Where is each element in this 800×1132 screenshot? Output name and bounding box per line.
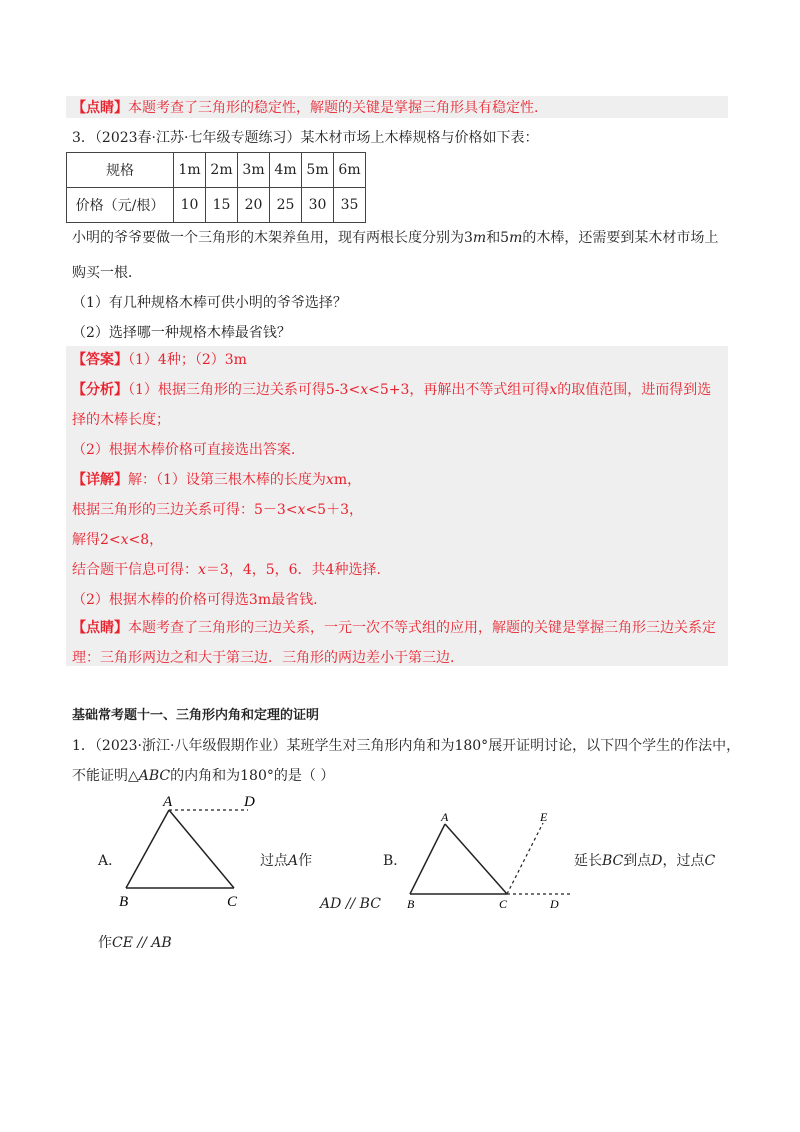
text-run: 到点: [623, 853, 652, 869]
text-run: <5+3，再解出不等式组可得: [368, 382, 550, 398]
text-run: 展开证明讨论，以下四个学生的作法中，: [488, 738, 741, 754]
text-run: （2）根据木棒价格可直接选出答案.: [72, 442, 296, 458]
point-label-b: B: [119, 894, 129, 910]
text-run: 延长: [574, 853, 602, 869]
table-row: [67, 188, 366, 223]
option-a-label[interactable]: A．: [98, 853, 123, 869]
table-cell: 10: [174, 188, 206, 223]
analysis-line: [72, 380, 711, 400]
var-x: x: [549, 382, 558, 398]
text-run: 结合题干信息可得：: [72, 562, 198, 578]
spec-price-table: [66, 152, 366, 223]
text-run: 的取值范围，进而得到选: [557, 382, 712, 398]
comment-line-1: [72, 618, 716, 638]
table-cell: 35: [334, 188, 366, 223]
question-source: （2023·浙江·八年级假期作业）: [94, 738, 287, 754]
side-ab: [126, 810, 169, 888]
text-run: 择的木棒长度；: [72, 412, 170, 428]
point-label-a: A: [441, 810, 449, 824]
text-run: 的木棒，还需要到某木材市场上: [522, 230, 719, 246]
text-run: 作: [298, 853, 313, 869]
option-a-desc: [260, 850, 312, 870]
comment-text: 本题考查了三角形的稳定性，解题的关键是掌握三角形具有稳定性.: [128, 100, 539, 116]
point-label-a: A: [163, 794, 173, 810]
text-run: 作: [98, 935, 112, 951]
option-a-figure: [115, 790, 255, 910]
dashed-line-ce: [507, 823, 543, 894]
text-run: 理：三角形两边之和大于第三边．三角形的两边差小于第三边.: [72, 650, 455, 666]
top-comment: [72, 98, 538, 118]
side-ac: [445, 824, 507, 894]
q3-description: [72, 228, 718, 248]
comment-tag: 【点睛】: [72, 100, 128, 116]
text-run: CE // AB: [112, 935, 172, 951]
table-cell: 2m: [206, 153, 238, 188]
triangle-abc: △ABC: [128, 768, 171, 784]
comment-tag: 【点睛】: [72, 620, 128, 636]
detail-line-4: [72, 560, 381, 580]
point-label-c: C: [227, 894, 238, 910]
option-b-desc: [574, 850, 715, 870]
var-x: x: [297, 502, 306, 518]
table-cell: 5m: [302, 153, 334, 188]
unit-m: m: [509, 230, 523, 246]
var-x: x: [198, 562, 206, 578]
text-run: 基础常考题十一、三角形内角和定理的证明: [72, 708, 320, 723]
table-header-cell: 价格（元/根）: [67, 188, 174, 223]
option-b-figure: [400, 806, 570, 910]
table-cell: 30: [302, 188, 334, 223]
q1-stem: [72, 736, 740, 756]
text-run: 根据三角形的三边关系可得：5－3<: [72, 502, 298, 518]
var-x: x: [325, 472, 334, 488]
section-title: [72, 706, 319, 726]
point-label-c: C: [499, 897, 508, 910]
text-run: 解：（1）设第三根木棒的长度为: [128, 472, 326, 488]
text-run: 某班学生对三角形内角和为: [286, 738, 455, 754]
option-b-label[interactable]: B．: [383, 853, 408, 869]
point-d: D: [651, 853, 663, 869]
text-run: 购买一根．: [72, 265, 142, 281]
var-x: x: [360, 382, 369, 398]
text-run: ＝3，4，5，6．共4种选择.: [205, 562, 381, 578]
text-run: <5＋3，: [305, 502, 363, 518]
table-header-cell: 规格: [67, 153, 174, 188]
question-stem: 某木材市场上木棒规格与价格如下表：: [300, 130, 539, 146]
text-run: 过点: [260, 853, 288, 869]
table-cell: 15: [206, 188, 238, 223]
point-c: C: [704, 853, 716, 869]
analysis-line-3: [72, 440, 295, 460]
text-run: <8，: [128, 532, 164, 548]
point-label-b: B: [407, 897, 415, 910]
text-run: 小明的爷爷要做一个三角形的木架养鱼用，现有两根长度分别为3: [72, 230, 473, 246]
text-run: （1）根据三角形的三边关系可得5-3<: [128, 382, 361, 398]
answer-tag: 【答案】: [72, 352, 128, 368]
text-run: （2）根据木棒的价格可得选3m最省钱.: [72, 592, 318, 608]
point-label-e: E: [540, 810, 548, 824]
text-run: 的内角和为: [170, 768, 241, 784]
answer-text: （1）4种；（2）3m: [128, 352, 247, 368]
side-ab: [410, 824, 445, 894]
q1-stem-2: [72, 766, 334, 786]
point-label-d: D: [550, 897, 559, 910]
table-cell: 6m: [334, 153, 366, 188]
degree-180: 180°: [240, 768, 274, 784]
option-b-desc-2: [98, 932, 172, 952]
table-cell: 25: [270, 188, 302, 223]
table-cell: 4m: [270, 153, 302, 188]
detail-tag: 【详解】: [72, 472, 128, 488]
analysis-line-2: [72, 410, 170, 430]
var-x: x: [120, 532, 129, 548]
point-a: A: [288, 853, 299, 869]
segment-bc: BC: [602, 853, 624, 869]
text-run: ，过点: [662, 853, 705, 869]
text-run: m，: [333, 472, 362, 488]
detail-line-5: [72, 590, 318, 610]
answer-line: [72, 350, 247, 370]
comment-line-2: [72, 648, 454, 668]
text-run: 本题考查了三角形的三边关系，一元一次不等式组的应用，解题的关键是掌握三角形三边关系定: [128, 620, 716, 636]
detail-line-2: [72, 500, 363, 520]
point-label-d: D: [244, 794, 255, 810]
option-a-desc-2: AD // BC: [320, 896, 381, 912]
detail-line-1: [72, 470, 361, 490]
text-run: （2）选择哪一种规格木棒最省钱？: [72, 325, 291, 341]
q3-description-2: [72, 263, 142, 283]
analysis-tag: 【分析】: [72, 382, 128, 398]
text-run: 解得2<: [72, 532, 121, 548]
text-run: 不能证明: [72, 768, 128, 784]
q3-stem: [72, 128, 538, 148]
question-number: 3．: [72, 130, 95, 146]
side-ac: [169, 810, 234, 888]
text-run: 和5: [486, 230, 510, 246]
table-row: [67, 153, 366, 188]
table-cell: 3m: [238, 153, 270, 188]
text-run: （1）有几种规格木棒可供小明的爷爷选择？: [72, 295, 347, 311]
q3-sub2: [72, 323, 291, 343]
degree-180: 180°: [454, 738, 489, 754]
table-cell: 1m: [174, 153, 206, 188]
detail-line-3: [72, 530, 163, 550]
table-cell: 20: [238, 188, 270, 223]
question-number: 1．: [72, 738, 95, 754]
q3-sub1: [72, 293, 347, 313]
text-run: 的是（ ）: [273, 768, 335, 784]
question-source: （2023春·江苏·七年级专题练习）: [94, 130, 301, 146]
unit-m: m: [472, 230, 487, 246]
